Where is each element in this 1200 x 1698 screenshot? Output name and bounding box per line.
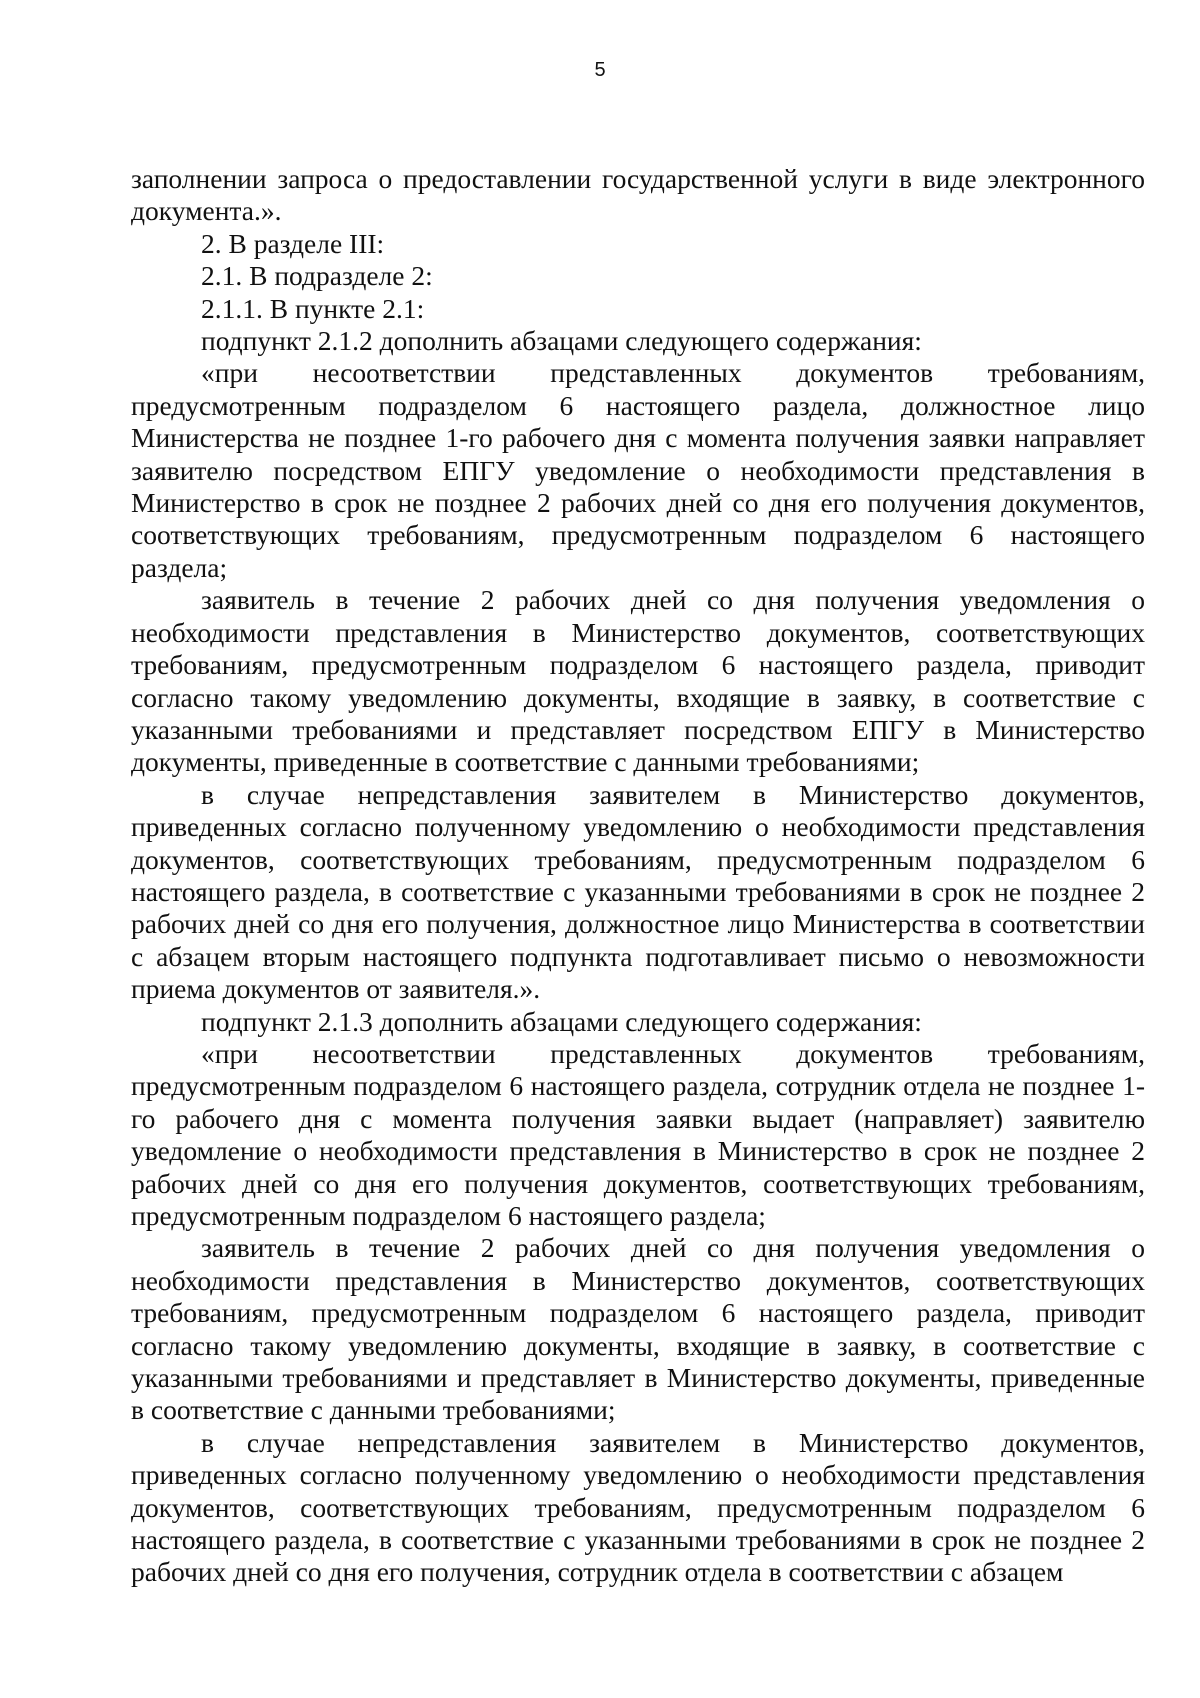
paragraph: 2. В разделе III: (201, 227, 385, 259)
paragraph: заявитель в течение 2 рабочих дней со дня получения уведомления о необходимости представления в Министерство документов, соответствующих требованиям, предусмотренным подразделом 6 настоящего раздела, приводит согласно такому уведомлению документы, входящие в заявку, в соответствие с указанными требованиями и представляет в Министерство документы, приведенные в соответствие с данными требованиями; (131, 1232, 1145, 1426)
paragraph: в случае непредставления заявителем в Министерство документов, приведенных согласно полученному уведомлению о необходимости представления документов, соответствующих требованиям, предусмотренным подразделом 6 настоящего раздела, в соответствие с указанными требованиями в срок не позднее 2 рабочих дней со дня его получения, должностное лицо Министерства в соответствии с абзацем вторым настоящего подпункта подготавливает письмо о невозможности приема документов от заявителя.». (131, 778, 1145, 1005)
page-number: 5 (594, 59, 606, 81)
paragraph: 2.1.1. В пункте 2.1: (201, 292, 425, 324)
paragraph: заполнении запроса о предоставлении государственной услуги в виде электронного документа.». (131, 163, 1145, 227)
paragraph: «при несоответствии представленных документов требованиям, предусмотренным подразделом 6 настоящего раздела, сотрудник отдела не позднее 1-го рабочего дня с момента получения заявки выдает (направляет) заявителю уведомление о необходимости представления в Министерство в срок не позднее 2 рабочих дней со дня его получения документов, соответствующих требованиям, предусмотренным подразделом 6 настоящего раздела; (131, 1037, 1145, 1231)
paragraph: «при несоответствии представленных документов требованиям, предусмотренным подразделом 6 настоящего раздела, должностное лицо Министерства не позднее 1-го рабочего дня с момента получения заявки направляет заявителю посредством ЕПГУ уведомление о необходимости представления в Министерство в срок не позднее 2 рабочих дней со дня его получения документов, соответствующих требованиям, предусмотренным подразделом 6 настоящего раздела; (131, 357, 1145, 583)
paragraph: подпункт 2.1.3 дополнить абзацами следующего содержания: (201, 1005, 922, 1037)
paragraph: подпункт 2.1.2 дополнить абзацами следующего содержания: (201, 325, 922, 357)
paragraph: заявитель в течение 2 рабочих дней со дня получения уведомления о необходимости представления в Министерство документов, соответствующих требованиям, предусмотренным подразделом 6 настоящего раздела, приводит согласно такому уведомлению документы, входящие в заявку, в соответствие с указанными требованиями и представляет посредством ЕПГУ в Министерство документы, приведенные в соответствие с данными требованиями; (131, 584, 1145, 778)
document-body (131, 163, 1145, 1589)
paragraph: в случае непредставления заявителем в Министерство документов, приведенных согласно полученному уведомлению о необходимости представления документов, соответствующих требованиям, предусмотренным подразделом 6 настоящего раздела, в соответствие с указанными требованиями в срок не позднее 2 рабочих дней со дня его получения, сотрудник отдела в соответствии с абзацем (131, 1426, 1145, 1588)
paragraph: 2.1. В подразделе 2: (201, 260, 433, 292)
